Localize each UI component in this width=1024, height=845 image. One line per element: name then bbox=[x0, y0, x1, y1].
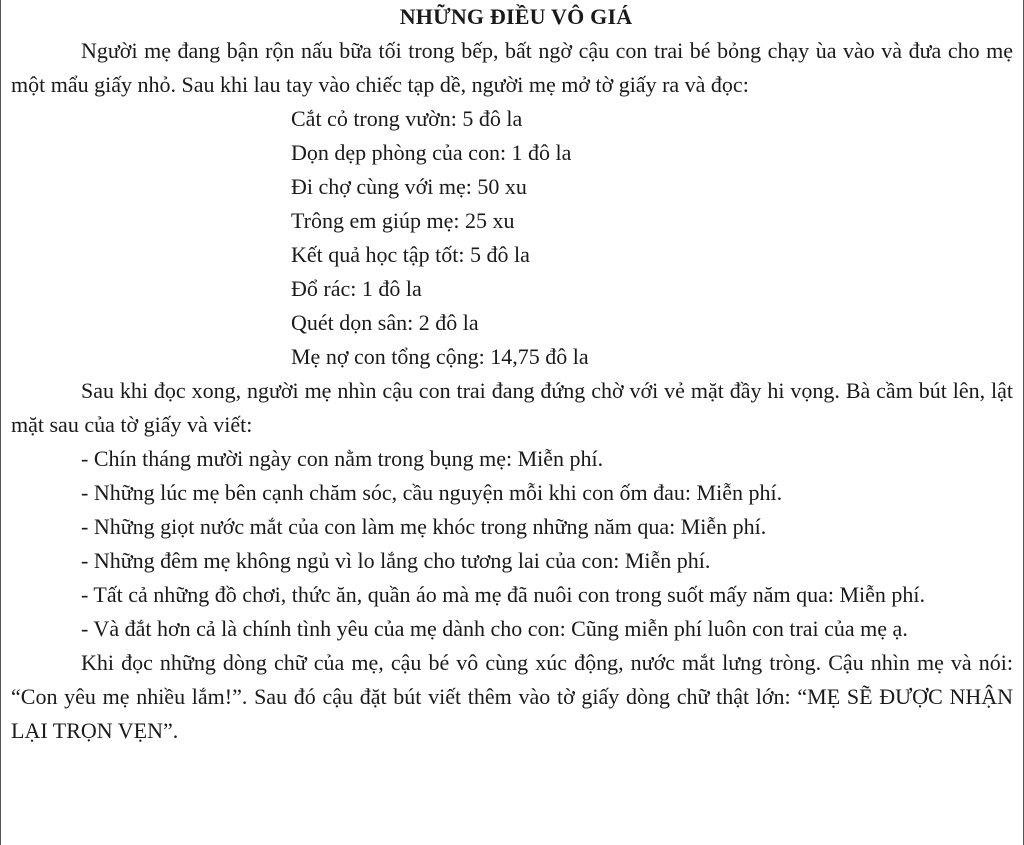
mother-item: - Những đêm mẹ không ngủ vì lo lắng cho tương lai của con: Miễn phí. bbox=[81, 548, 711, 573]
bill-item: Đi chợ cùng với mẹ: 50 xu bbox=[291, 174, 527, 199]
bill-item: Kết quả học tập tốt: 5 đô la bbox=[291, 242, 530, 267]
mother-item: - Tất cả những đồ chơi, thức ăn, quần áo mà mẹ đã nuôi con trong suốt mấy năm qua: Miễn phí. bbox=[81, 582, 925, 607]
mother-item: - Chín tháng mười ngày con nằm trong bụng mẹ: Miễn phí. bbox=[81, 446, 604, 471]
bill-item: Quét dọn sân: 2 đô la bbox=[291, 310, 479, 335]
bill-item: Trông em giúp mẹ: 25 xu bbox=[291, 208, 515, 233]
intro-paragraph: Người mẹ đang bận rộn nấu bữa tối trong bếp, bất ngờ cậu con trai bé bỏng chạy ùa vào và đưa cho mẹ một mẩu giấy nhỏ. Sau khi lau tay vào chiếc tạp dề, người mẹ mở tờ giấy ra và đọc: bbox=[11, 38, 1013, 97]
mother-item: - Những lúc mẹ bên cạnh chăm sóc, cầu nguyện mỗi khi con ốm đau: Miễn phí. bbox=[81, 480, 783, 505]
mother-list bbox=[11, 442, 1013, 646]
bill-item: Cắt cỏ trong vườn: 5 đô la bbox=[291, 106, 523, 131]
page-title: NHỮNG ĐIỀU VÔ GIÁ bbox=[399, 4, 633, 29]
bill-item: Đổ rác: 1 đô la bbox=[291, 276, 422, 301]
mother-item: - Những giọt nước mắt của con làm mẹ khóc trong những năm qua: Miễn phí. bbox=[81, 514, 767, 539]
bill-total: Mẹ nợ con tổng cộng: 14,75 đô la bbox=[291, 344, 589, 369]
mother-item: - Và đắt hơn cả là chính tình yêu của mẹ dành cho con: Cũng miễn phí luôn con trai của mẹ ạ. bbox=[81, 616, 908, 641]
middle-paragraph: Sau khi đọc xong, người mẹ nhìn cậu con trai đang đứng chờ với vẻ mặt đầy hi vọng. Bà cầm bút lên, lật mặt sau của tờ giấy và viết: bbox=[11, 378, 1013, 437]
bill-list bbox=[11, 102, 1013, 374]
bill-item: Dọn dẹp phòng của con: 1 đô la bbox=[291, 140, 572, 165]
closing-paragraph: Khi đọc những dòng chữ của mẹ, cậu bé vô cùng xúc động, nước mắt lưng tròng. Cậu nhìn mẹ và nói: “Con yêu mẹ nhiều lắm!”. Sau đó cậu đặt bút viết thêm vào tờ giấy dòng chữ thật lớn: “MẸ SẼ ĐƯỢC NHẬN LẠI TRỌN VẸN”. bbox=[11, 650, 1013, 743]
